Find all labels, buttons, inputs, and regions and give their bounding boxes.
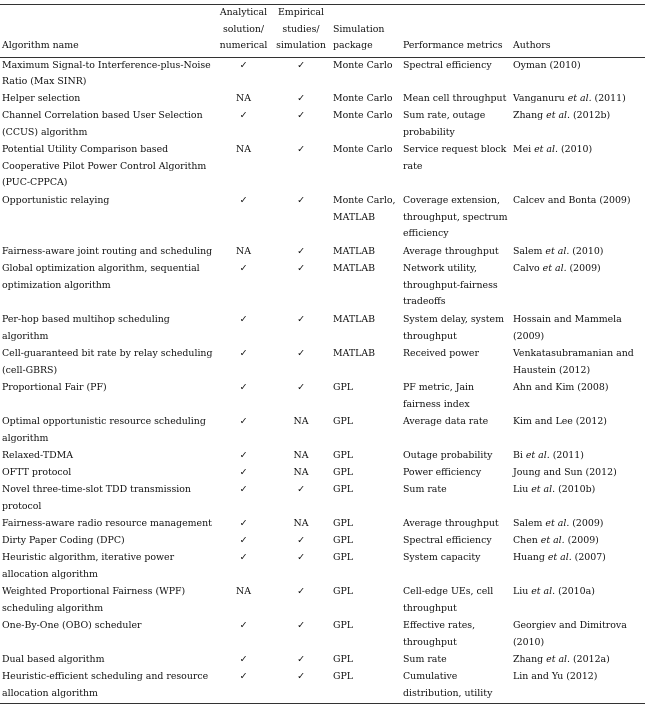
author-year: (2010)	[569, 246, 604, 257]
cell-authors	[511, 193, 645, 244]
author-etal: et al.	[542, 518, 570, 529]
table-row	[0, 448, 645, 465]
cell-analytical: NA	[236, 93, 251, 104]
table-row	[0, 482, 645, 516]
table-row	[0, 618, 645, 652]
cell-analytical: ✓	[239, 195, 248, 206]
header-authors: Authors	[513, 40, 551, 51]
cell-package: GPL	[333, 671, 354, 682]
cell-package: MATLAB	[333, 263, 375, 274]
author-etal: et al.	[528, 586, 556, 597]
cell-empirical: ✓	[297, 59, 305, 71]
cell-authors	[511, 533, 645, 550]
cell-authors	[511, 618, 645, 652]
cell-analytical: ✓	[239, 110, 248, 121]
cell-package: MATLAB	[333, 348, 375, 359]
cell-empirical: ✓	[297, 382, 305, 393]
author-year: (2012a)	[570, 654, 610, 665]
author-name: Vanganuru	[513, 93, 565, 104]
cell-package: MATLAB	[333, 314, 375, 325]
cell-metrics: Cumulative distribution, utility	[403, 671, 493, 699]
cell-analytical: ✓	[239, 671, 248, 682]
author-name: Lin and Yu (2012)	[513, 671, 598, 682]
cell-empirical: NA	[293, 518, 309, 529]
header-row	[0, 5, 645, 58]
cell-package: Monte Carlo	[333, 144, 393, 155]
table-row	[0, 652, 645, 669]
cell-algorithm: Opportunistic relaying	[2, 195, 110, 206]
author-etal: et al.	[543, 654, 571, 665]
cell-analytical: ✓	[239, 382, 248, 393]
cell-authors	[511, 261, 645, 312]
cell-authors	[511, 91, 645, 108]
cell-package: GPL	[333, 382, 354, 393]
cell-metrics: Spectral efficiency	[403, 59, 492, 71]
author-year: (2009)	[569, 518, 604, 529]
cell-authors	[511, 584, 645, 618]
cell-empirical: ✓	[297, 314, 305, 325]
cell-metrics: PF metric, Jain fairness index	[403, 382, 475, 410]
cell-empirical: ✓	[297, 144, 305, 155]
cell-metrics: Sum rate, outage probability	[403, 110, 486, 138]
table-row	[0, 108, 645, 142]
cell-empirical: ✓	[297, 246, 305, 257]
cell-algorithm: Novel three-time-slot TDD transmission protocol	[2, 484, 191, 512]
cell-analytical: ✓	[239, 314, 248, 325]
cell-analytical: ✓	[239, 535, 248, 546]
author-name: Liu	[513, 586, 529, 597]
cell-analytical: NA	[236, 246, 251, 257]
cell-algorithm: Optimal opportunistic resource scheduling algorithm	[2, 416, 206, 444]
author-etal: et al.	[531, 144, 558, 155]
cell-authors	[511, 414, 645, 448]
author-year: (2010)	[546, 59, 581, 71]
cell-empirical: ✓	[297, 552, 305, 563]
table-row	[0, 380, 645, 414]
cell-empirical: ✓	[297, 620, 305, 631]
cell-package: GPL	[333, 586, 354, 597]
cell-empirical: ✓	[297, 484, 305, 495]
cell-algorithm: One-By-One (OBO) scheduler	[2, 620, 142, 631]
author-name: Mei	[513, 144, 532, 155]
author-year: (2011)	[591, 93, 626, 104]
cell-analytical: NA	[236, 586, 251, 597]
cell-analytical: ✓	[239, 59, 248, 71]
author-etal: et al.	[539, 263, 567, 274]
author-name: Kim and Lee (2012)	[513, 416, 607, 427]
cell-authors	[511, 652, 645, 669]
cell-analytical: ✓	[239, 518, 248, 529]
cell-metrics: Power efficiency	[403, 467, 482, 478]
cell-metrics: Outage probability	[403, 450, 493, 461]
cell-algorithm: Weighted Proportional Fairness (WPF) scheduling algorithm	[2, 586, 186, 614]
author-year: (2009)	[564, 535, 599, 546]
author-year: (2010b)	[555, 484, 596, 495]
author-year: (2012b)	[570, 110, 611, 121]
table-row	[0, 533, 645, 550]
cell-package: GPL	[333, 450, 354, 461]
cell-metrics: System capacity	[403, 552, 481, 563]
cell-empirical: ✓	[297, 654, 305, 665]
cell-package: Monte Carlo	[333, 59, 393, 71]
cell-empirical: ✓	[297, 348, 305, 359]
header-analytical: Analytical solution/ numerical	[219, 7, 268, 51]
cell-empirical: NA	[293, 467, 309, 478]
author-etal: et al.	[537, 535, 565, 546]
cell-metrics: System delay, system throughput	[403, 314, 504, 342]
author-name: Joung and Sun (2012)	[513, 467, 617, 478]
cell-analytical: NA	[236, 144, 251, 155]
table-row	[0, 142, 645, 193]
cell-algorithm: Dual based algorithm	[2, 654, 105, 665]
cell-authors	[511, 550, 645, 584]
table-row	[0, 550, 645, 584]
header-metrics: Performance metrics	[403, 40, 503, 51]
cell-authors	[511, 346, 645, 380]
cell-algorithm: Cell-guaranteed bit rate by relay scheduling (cell-GBRS)	[2, 348, 213, 376]
header-algorithm: Algorithm name	[2, 40, 79, 51]
cell-metrics: Network utility, throughput-fairness tradeoffs	[403, 263, 498, 307]
cell-metrics: Effective rates, throughput	[403, 620, 476, 648]
cell-empirical: NA	[293, 416, 309, 427]
table-row	[0, 261, 645, 312]
cell-authors	[511, 108, 645, 142]
table-row	[0, 465, 645, 482]
cell-authors	[511, 244, 645, 261]
cell-metrics: Received power	[403, 348, 479, 359]
author-name: Hossain and Mammela (2009)	[513, 314, 622, 342]
cell-metrics: Average throughput	[403, 246, 499, 257]
cell-package: GPL	[333, 416, 354, 427]
cell-metrics: Service request block rate	[403, 144, 507, 172]
cell-algorithm: Global optimization algorithm, sequential optimization algorithm	[2, 263, 200, 291]
cell-algorithm: Dirty Paper Coding (DPC)	[2, 535, 125, 546]
author-year: (2007)	[571, 552, 606, 563]
cell-empirical: ✓	[297, 671, 305, 682]
cell-metrics: Average throughput	[403, 518, 499, 529]
cell-authors	[511, 312, 645, 346]
cell-empirical: NA	[293, 450, 309, 461]
cell-package: GPL	[333, 552, 354, 563]
author-year: (2010)	[558, 144, 593, 155]
cell-empirical: ✓	[297, 586, 305, 597]
cell-metrics: Mean cell throughput	[403, 93, 507, 104]
table-row	[0, 312, 645, 346]
cell-package: Monte Carlo	[333, 110, 393, 121]
cell-package: Monte Carlo	[333, 93, 393, 104]
author-name: Liu	[513, 484, 529, 495]
cell-package: GPL	[333, 484, 354, 495]
cell-package: GPL	[333, 518, 354, 529]
cell-package: Monte Carlo, MATLAB	[333, 195, 396, 223]
author-etal: et al.	[564, 93, 592, 104]
author-name: Calvo	[513, 263, 540, 274]
cell-empirical: ✓	[297, 195, 305, 206]
author-name: Salem	[513, 518, 543, 529]
cell-analytical: ✓	[239, 654, 248, 665]
cell-authors	[511, 380, 645, 414]
cell-algorithm: OFTT protocol	[2, 467, 72, 478]
cell-analytical: ✓	[239, 620, 248, 631]
cell-authors	[511, 669, 645, 703]
cell-authors	[511, 448, 645, 465]
cell-metrics: Sum rate	[403, 484, 447, 495]
author-name: Georgiev and Dimitrova (2010)	[513, 620, 627, 648]
author-name: Salem	[513, 246, 543, 257]
author-name: Huang	[513, 552, 545, 563]
cell-algorithm: Relaxed-TDMA	[2, 450, 74, 461]
table-row	[0, 346, 645, 380]
cell-analytical: ✓	[239, 416, 248, 427]
cell-algorithm: Maximum Signal-to Interference-plus-Noise Ratio (Max SINR)	[2, 59, 211, 87]
author-name: Bi	[513, 450, 523, 461]
table-row	[0, 669, 645, 703]
cell-authors	[511, 516, 645, 533]
header-package: Simulation package	[333, 23, 385, 51]
cell-analytical: ✓	[239, 467, 248, 478]
cell-algorithm: Fairness-aware joint routing and scheduling	[2, 246, 213, 257]
author-name: Oyman	[513, 59, 547, 71]
cell-metrics: Sum rate	[403, 654, 447, 665]
cell-analytical: ✓	[239, 552, 248, 563]
cell-authors	[511, 482, 645, 516]
author-name: Calcev and Bonta (2009)	[513, 195, 631, 206]
cell-algorithm: Proportional Fair (PF)	[2, 382, 107, 393]
cell-empirical: ✓	[297, 263, 305, 274]
author-etal: et al.	[528, 484, 556, 495]
cell-algorithm: Fairness-aware radio resource management	[2, 518, 212, 529]
cell-package: MATLAB	[333, 246, 375, 257]
table-row	[0, 516, 645, 533]
author-etal: et al.	[543, 110, 571, 121]
cell-package: GPL	[333, 535, 354, 546]
cell-package: GPL	[333, 620, 354, 631]
author-etal: et al.	[522, 450, 550, 461]
cell-analytical: ✓	[239, 484, 248, 495]
cell-empirical: ✓	[297, 110, 305, 121]
author-etal: et al.	[542, 246, 570, 257]
author-year: (2009)	[566, 263, 601, 274]
cell-metrics: Average data rate	[403, 416, 489, 427]
author-name: Ahn and Kim (2008)	[513, 382, 609, 393]
header-empirical: Empirical studies/ simulation	[276, 7, 326, 51]
table-row	[0, 193, 645, 244]
table-row	[0, 244, 645, 261]
cell-empirical: ✓	[297, 93, 305, 104]
author-name: Zhang	[513, 110, 544, 121]
author-name: Venkatasubramanian and Haustein (2012)	[513, 348, 634, 376]
cell-metrics: Coverage extension, throughput, spectrum efficiency	[403, 195, 508, 239]
cell-algorithm: Helper selection	[2, 93, 81, 104]
cell-analytical: ✓	[239, 263, 248, 274]
cell-metrics: Cell-edge UEs, cell throughput	[403, 586, 494, 614]
table-row	[0, 57, 645, 91]
table-row	[0, 91, 645, 108]
cell-authors	[511, 142, 645, 193]
author-name: Chen	[513, 535, 538, 546]
cell-analytical: ✓	[239, 348, 248, 359]
cell-algorithm: Channel Correlation based User Selection (CCUS) algorithm	[2, 110, 203, 138]
cell-analytical: ✓	[239, 450, 248, 461]
cell-authors	[511, 465, 645, 482]
cell-metrics: Spectral efficiency	[403, 535, 492, 546]
cell-algorithm: Per-hop based multihop scheduling algorithm	[2, 314, 170, 342]
author-etal: et al.	[544, 552, 572, 563]
cell-package: GPL	[333, 467, 354, 478]
cell-package: GPL	[333, 654, 354, 665]
cell-algorithm: Heuristic-efficient scheduling and resource allocation algorithm	[2, 671, 209, 699]
table-row	[0, 414, 645, 448]
cell-algorithm: Heuristic algorithm, iterative power allocation algorithm	[2, 552, 175, 580]
author-year: (2010a)	[555, 586, 595, 597]
author-year: (2011)	[549, 450, 584, 461]
cell-empirical: ✓	[297, 535, 305, 546]
cell-authors	[511, 57, 645, 91]
cell-algorithm: Potential Utility Comparison based Cooperative Pilot Power Control Algorithm (PUC-CPPCA)	[2, 144, 207, 188]
algorithm-comparison-table	[0, 4, 645, 704]
author-name: Zhang	[513, 654, 544, 665]
table-row	[0, 584, 645, 618]
